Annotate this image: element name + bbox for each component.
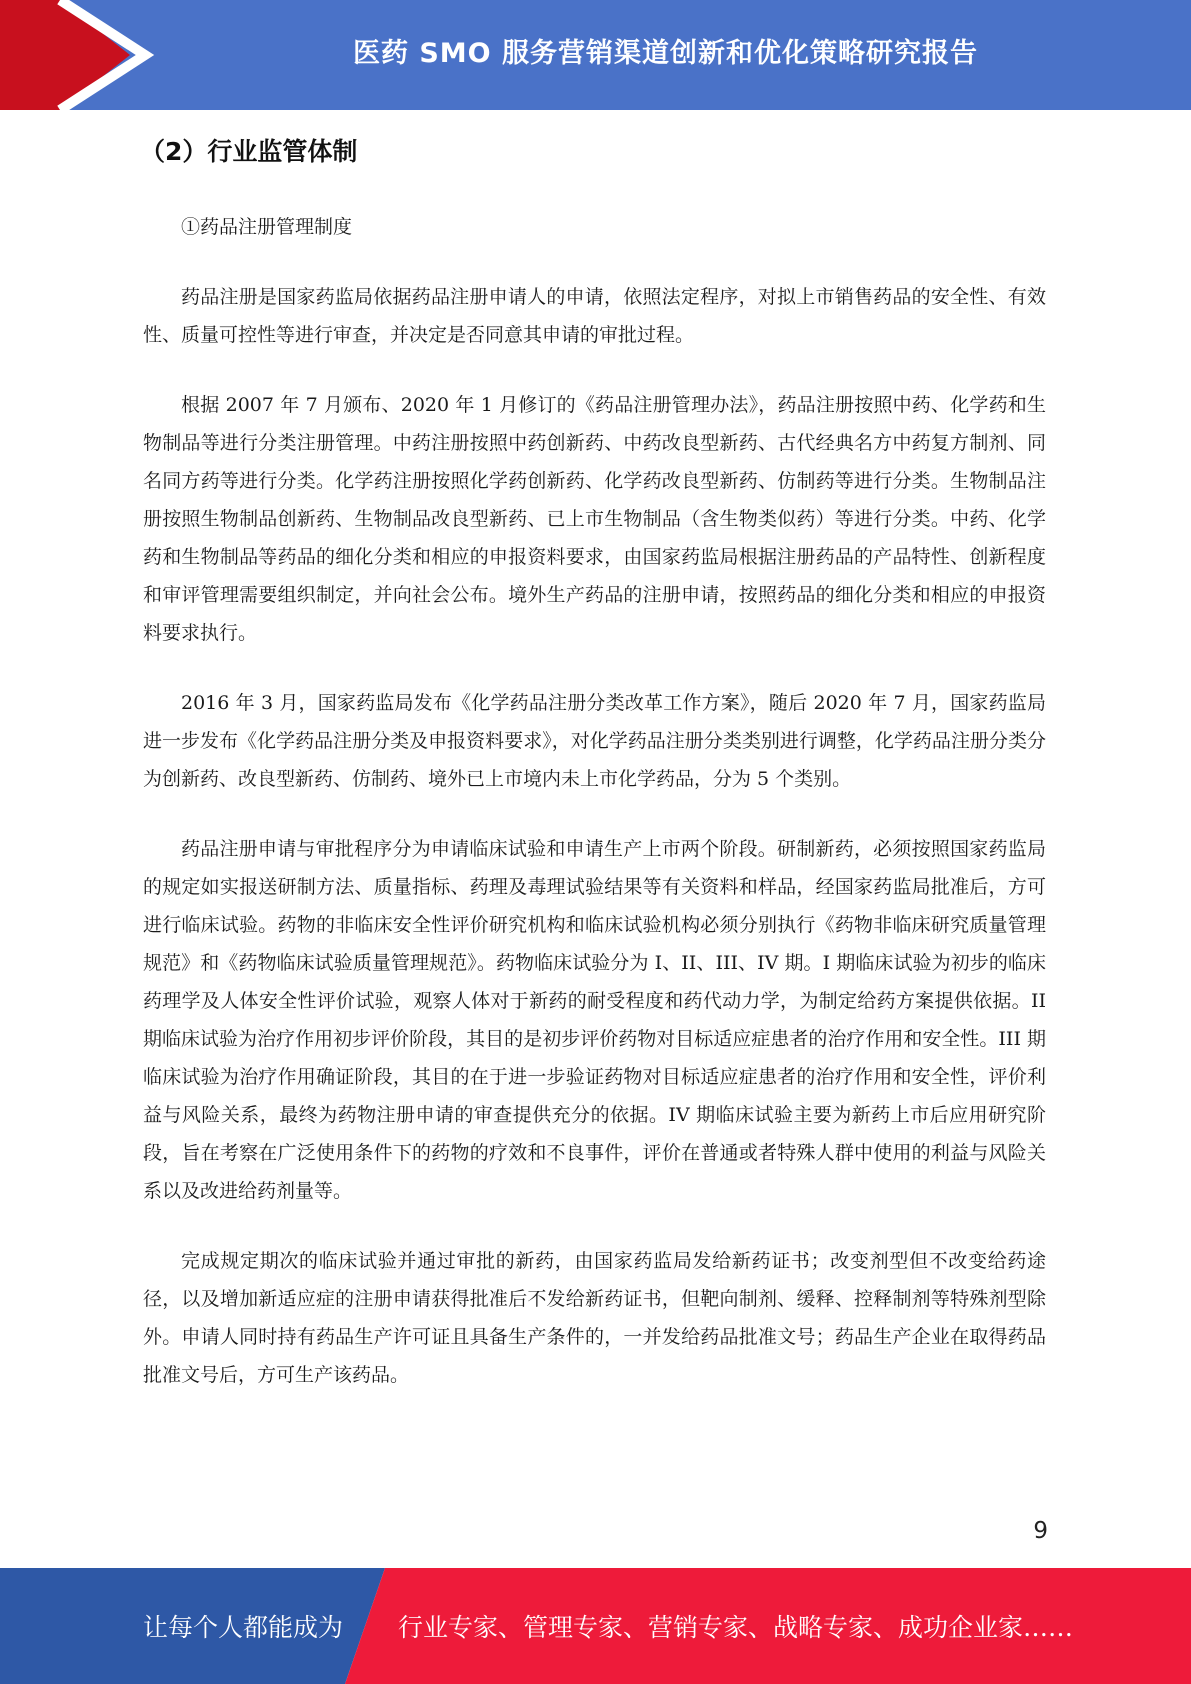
paragraph: 2016 年 3 月，国家药监局发布《化学药品注册分类改革工作方案》，随后 2020 年 7 月，国家药监局进一步发布《化学药品注册分类及申报资料要求》，对化学药品注册分类类别进行调整，化学药品注册分类分为创新药、改良型新药、仿制药、境外已上市境内未上市化学药品，分为 5 个类别。	[143, 692, 1046, 790]
footer-slogan-right: 行业专家、管理专家、营销专家、战略专家、成功企业家……	[398, 1613, 1074, 1642]
subsection-heading: ①药品注册管理制度	[181, 216, 353, 238]
paragraph: 根据 2007 年 7 月颁布、2020 年 1 月修订的《药品注册管理办法》，药品注册按照中药、化学药和生物制品等进行分类注册管理。中药注册按照中药创新药、中药改良型新药、古代经典名方中药复方制剂、同名同方药等进行分类。化学药注册按照化学药创新药、化学药改良型新药、仿制药等进行分类。生物制品注册按照生物制品创新药、生物制品改良型新药、已上市生物制品（含生物类似药）等进行分类。中药、化学药和生物制品等药品的细化分类和相应的申报资料要求，由国家药监局根据注册药品的产品特性、创新程度和审评管理需要组织制定，并向社会公布。境外生产药品的注册申请，按照药品的细化分类和相应的申报资料要求执行。	[143, 394, 1046, 644]
report-title: 医药 SMO 服务营销渠道创新和优化策略研究报告	[352, 37, 979, 69]
document-body	[143, 208, 1046, 1426]
page-header	[0, 0, 1191, 110]
page-number: 9	[1033, 1518, 1048, 1544]
paragraph: 药品注册是国家药监局依据药品注册申请人的申请，依照法定程序，对拟上市销售药品的安全性、有效性、质量可控性等进行审查，并决定是否同意其申请的审批过程。	[143, 286, 1046, 346]
paragraph: 完成规定期次的临床试验并通过审批的新药，由国家药监局发给新药证书；改变剂型但不改变给药途径，以及增加新适应症的注册申请获得批准后不发给新药证书，但靶向制剂、缓释、控释制剂等特殊剂型除外。申请人同时持有药品生产许可证且具备生产条件的，一并发给药品批准文号；药品生产企业在取得药品批准文号后，方可生产该药品。	[143, 1250, 1046, 1386]
section-heading: （2）行业监管体制	[140, 137, 358, 166]
paragraph: 药品注册申请与审批程序分为申请临床试验和申请生产上市两个阶段。研制新药，必须按照国家药监局的规定如实报送研制方法、质量指标、药理及毒理试验结果等有关资料和样品，经国家药监局批准后，方可进行临床试验。药物的非临床安全性评价研究机构和临床试验机构必须分别执行《药物非临床研究质量管理规范》和《药物临床试验质量管理规范》。药物临床试验分为 I、II、III、IV 期。I 期临床试验为初步的临床药理学及人体安全性评价试验，观察人体对于新药的耐受程度和药代动力学，为制定给药方案提供依据。II 期临床试验为治疗作用初步评价阶段，其目的是初步评价药物对目标适应症患者的治疗作用和安全性。III 期临床试验为治疗作用确证阶段，其目的在于进一步验证药物对目标适应症患者的治疗作用和安全性，评价利益与风险关系，最终为药物注册申请的审查提供充分的依据。IV 期临床试验主要为新药上市后应用研究阶段，旨在考察在广泛使用条件下的药物的疗效和不良事件，评价在普通或者特殊人群中使用的利益与风险关系以及改进给药剂量等。	[143, 838, 1046, 1202]
footer-slogan-left: 让每个人都能成为	[143, 1613, 344, 1642]
